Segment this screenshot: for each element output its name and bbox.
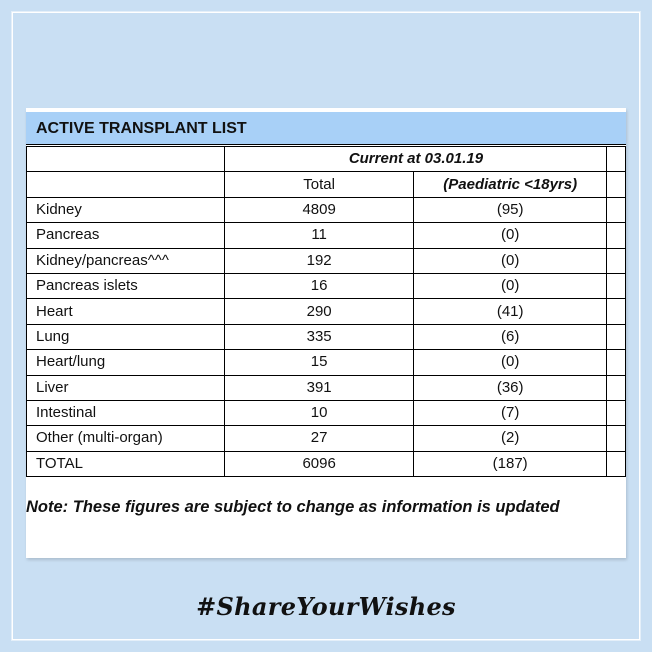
table-row	[27, 223, 626, 248]
total-cell: 15	[225, 350, 414, 375]
total-cell: 27	[225, 426, 414, 451]
table-row	[27, 375, 626, 400]
total-cell: 4809	[225, 197, 414, 222]
total-cell: 6096	[225, 451, 414, 476]
table-row	[27, 426, 626, 451]
paediatric-cell: (0)	[413, 223, 607, 248]
organ-cell: Other (multi-organ)	[27, 426, 225, 451]
header-row-current	[27, 147, 626, 172]
spacer-cell	[607, 299, 626, 324]
total-cell: 290	[225, 299, 414, 324]
organ-cell: Heart	[27, 299, 225, 324]
table-row	[27, 400, 626, 425]
table-row	[27, 299, 626, 324]
paediatric-cell: (6)	[413, 324, 607, 349]
table-row	[27, 248, 626, 273]
transplant-list-card	[26, 108, 626, 558]
spacer-cell	[607, 273, 626, 298]
table-row	[27, 324, 626, 349]
header-row-columns	[27, 172, 626, 197]
total-cell: 192	[225, 248, 414, 273]
spacer-cell	[607, 451, 626, 476]
spacer-cell	[607, 147, 626, 172]
spacer-cell	[607, 375, 626, 400]
header-blank-cell	[27, 147, 225, 172]
organ-cell: Liver	[27, 375, 225, 400]
total-cell: 10	[225, 400, 414, 425]
paediatric-cell: (187)	[413, 451, 607, 476]
spacer-cell	[607, 172, 626, 197]
spacer-cell	[607, 223, 626, 248]
total-cell: 16	[225, 273, 414, 298]
organ-cell: Intestinal	[27, 400, 225, 425]
card-title: ACTIVE TRANSPLANT LIST	[26, 112, 626, 145]
paediatric-cell: (7)	[413, 400, 607, 425]
total-cell: 11	[225, 223, 414, 248]
transplant-table	[26, 146, 626, 477]
total-cell: 335	[225, 324, 414, 349]
total-cell: 391	[225, 375, 414, 400]
organ-cell: TOTAL	[27, 451, 225, 476]
spacer-cell	[607, 197, 626, 222]
spacer-cell	[607, 248, 626, 273]
organ-cell: Kidney/pancreas^^^	[27, 248, 225, 273]
paediatric-cell: (41)	[413, 299, 607, 324]
table-row	[27, 273, 626, 298]
column-header-paediatric: (Paediatric <18yrs)	[413, 172, 607, 197]
table-row	[27, 350, 626, 375]
column-header-total: Total	[225, 172, 414, 197]
hashtag-caption: #ShareYourWishes	[196, 592, 456, 621]
organ-cell: Pancreas	[27, 223, 225, 248]
paediatric-cell: (0)	[413, 350, 607, 375]
organ-cell: Heart/lung	[27, 350, 225, 375]
paediatric-cell: (0)	[413, 273, 607, 298]
paediatric-cell: (36)	[413, 375, 607, 400]
disclaimer-note: Note: These figures are subject to change as information is updated	[26, 498, 560, 516]
paediatric-cell: (2)	[413, 426, 607, 451]
current-date-header: Current at 03.01.19	[225, 147, 607, 172]
paediatric-cell: (95)	[413, 197, 607, 222]
organ-cell: Pancreas islets	[27, 273, 225, 298]
spacer-cell	[607, 426, 626, 451]
table-row	[27, 451, 626, 476]
spacer-cell	[607, 400, 626, 425]
spacer-cell	[607, 324, 626, 349]
header-blank-cell	[27, 172, 225, 197]
table-row	[27, 197, 626, 222]
spacer-cell	[607, 350, 626, 375]
paediatric-cell: (0)	[413, 248, 607, 273]
organ-cell: Kidney	[27, 197, 225, 222]
organ-cell: Lung	[27, 324, 225, 349]
